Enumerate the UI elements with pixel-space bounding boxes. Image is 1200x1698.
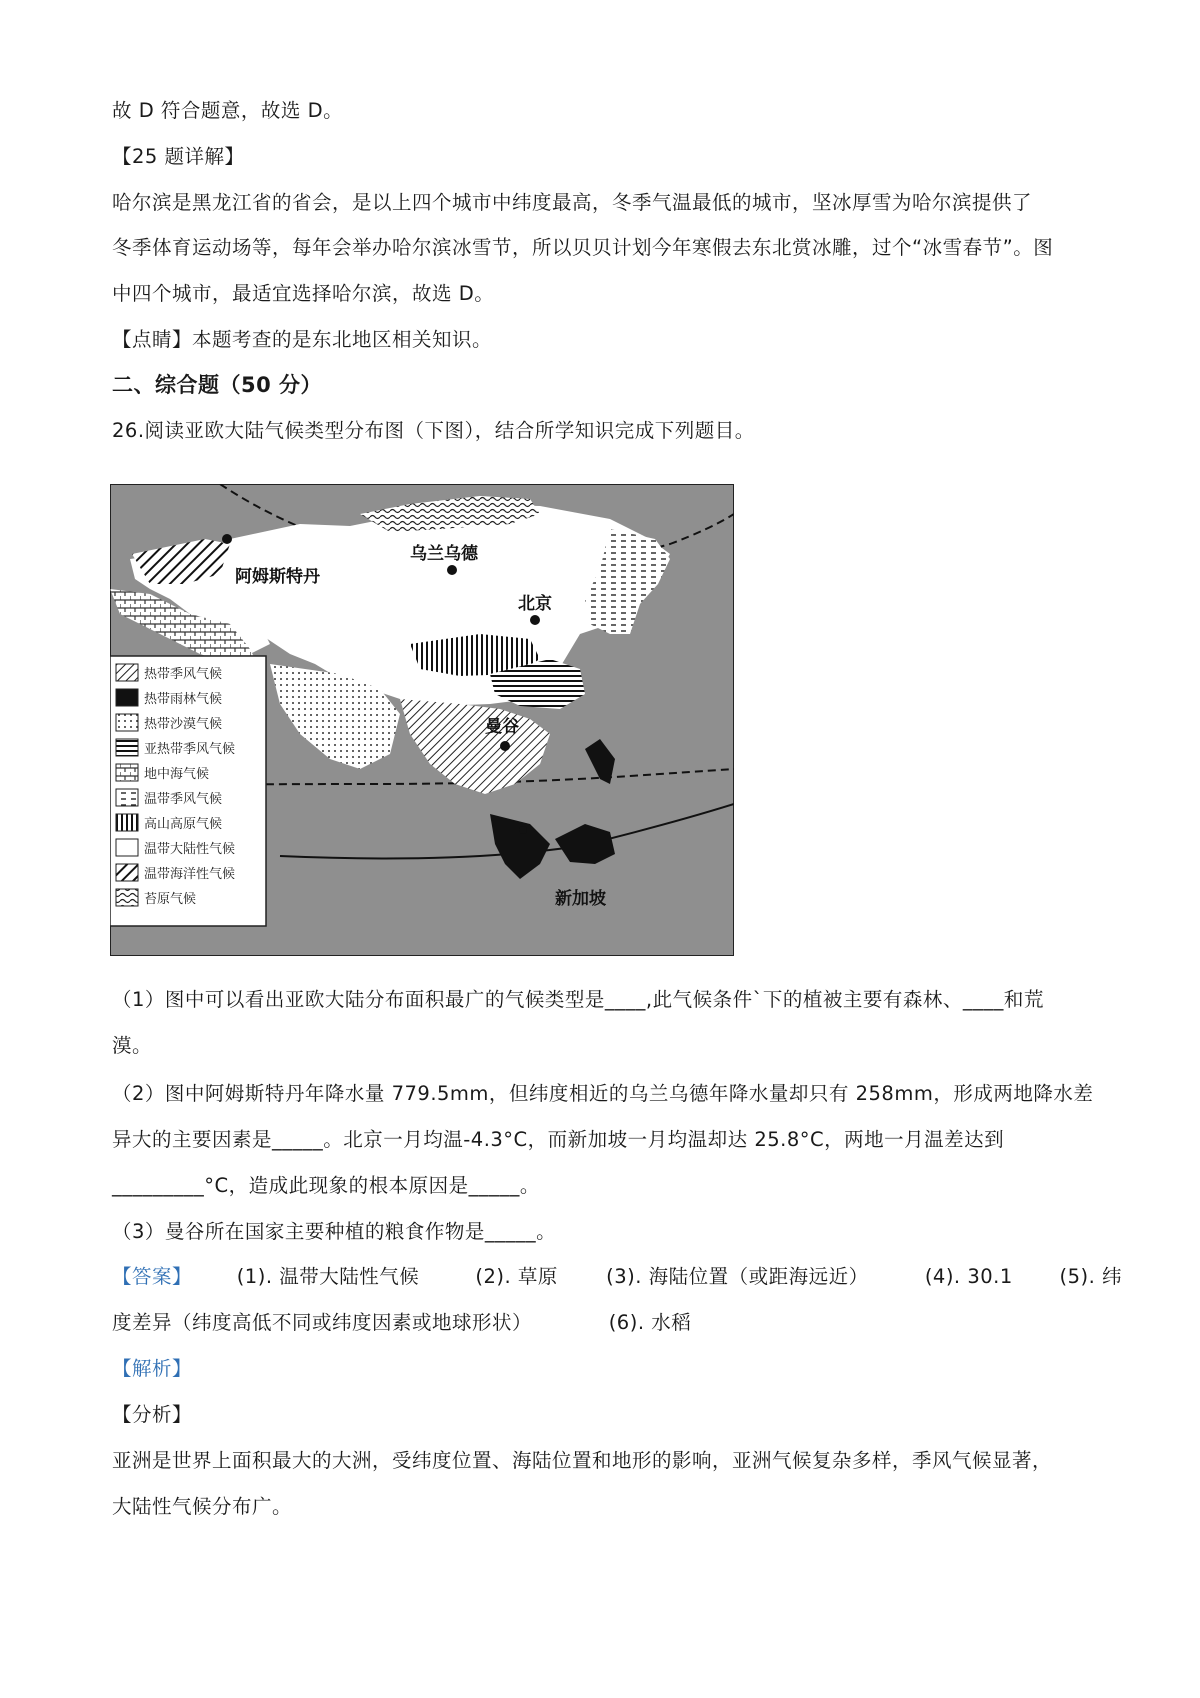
legend-label: 温带海洋性气候 [144,867,236,882]
answer-row [112,1310,691,1336]
city-dot-bangkok [500,741,510,751]
city-label-amsterdam: 阿姆斯特丹 [235,567,320,587]
climate-map [110,484,734,956]
text-line: 漠。 [112,1034,153,1057]
text-line: 中四个城市，最适宜选择哈尔滨，故选 D。 [112,282,495,305]
city-label-beijing: 北京 [518,594,552,614]
legend-label: 亚热带季风气候 [144,742,236,757]
city-dot-beijing [530,615,540,625]
text-line: 哈尔滨是黑龙江省的省会，是以上四个城市中纬度最高，冬季气温最低的城市，坚冰厚雪为哈尔滨提供了 [112,191,1033,214]
comment-line: 【点睛】本题考查的是东北地区相关知识。 [112,328,493,351]
sub-question-2: （2）图中阿姆斯特丹年降水量 779.5mm，但纬度相近的乌兰乌德年降水量却只有 258mm，形成两地降水差 [112,1082,1094,1105]
text-line: 冬季体育运动场等，每年会举办哈尔滨冰雪节，所以贝贝计划今年寒假去东北赏冰雕，过个“冰雪春节”。图 [112,236,1054,259]
map-legend [110,656,266,926]
fenxi-label: 【分析】 [112,1403,193,1426]
answer-1: (1). 温带大陆性气候 [236,1265,420,1288]
answer-label: 【答案】 [112,1265,193,1288]
legend-label: 地中海气候 [144,767,210,782]
analysis-label: 【解析】 [112,1357,193,1380]
legend-label: 热带沙漠气候 [144,717,223,732]
sub-question-1: （1）图中可以看出亚欧大陆分布面积最广的气候类型是____,此气候条件`下的植被主要有森林、____和荒 [112,988,1044,1011]
text-line: _________°C，造成此现象的根本原因是_____。 [112,1174,540,1197]
legend-label: 温带大陆性气候 [144,842,236,857]
legend-label: 高山高原气候 [144,817,223,832]
city-label-singapore: 新加坡 [555,889,606,909]
city-dot-amsterdam [222,534,232,544]
text-line: 大陆性气候分布广。 [112,1495,293,1518]
answer-3: (3). 海陆位置（或距海远近） [606,1265,869,1288]
legend-label: 温带季风气候 [144,792,223,807]
answer-4: (4). 30.1 [924,1265,1013,1288]
subheading-25: 【25 题详解】 [112,145,245,168]
city-label-ulanude: 乌兰乌德 [410,544,478,564]
city-dot-singapore [519,826,527,834]
city-dot-ulanude [447,565,457,575]
answer-6: (6). 水稻 [608,1311,692,1334]
answer-5-end: 度差异（纬度高低不同或纬度因素或地球形状） [112,1311,533,1334]
answer-2: (2). 草原 [475,1265,558,1288]
section-heading: 二、综合题（50 分） [112,373,323,397]
legend-label: 热带季风气候 [144,667,223,682]
text-line: 故 D 符合题意，故选 D。 [112,99,344,122]
legend-label: 苔原气候 [144,892,197,907]
question-26: 26.阅读亚欧大陆气候类型分布图（下图），结合所学知识完成下列题目。 [112,419,755,442]
answer-5-start: (5). 纬 [1059,1265,1123,1288]
climate-map-figure [110,484,734,956]
sub-question-3: （3）曼谷所在国家主要种植的粮食作物是_____。 [112,1220,557,1243]
legend-label: 热带雨林气候 [144,692,223,707]
city-label-bangkok: 曼谷 [485,717,519,737]
answer-row [112,1264,1122,1290]
text-line: 异大的主要因素是_____。北京一月均温-4.3°C，而新加坡一月均温却达 25.8°C，两地一月温差达到 [112,1128,1005,1151]
text-line: 亚洲是世界上面积最大的大洲，受纬度位置、海陆位置和地形的影响，亚洲气候复杂多样，季风气候显著， [112,1449,1053,1472]
